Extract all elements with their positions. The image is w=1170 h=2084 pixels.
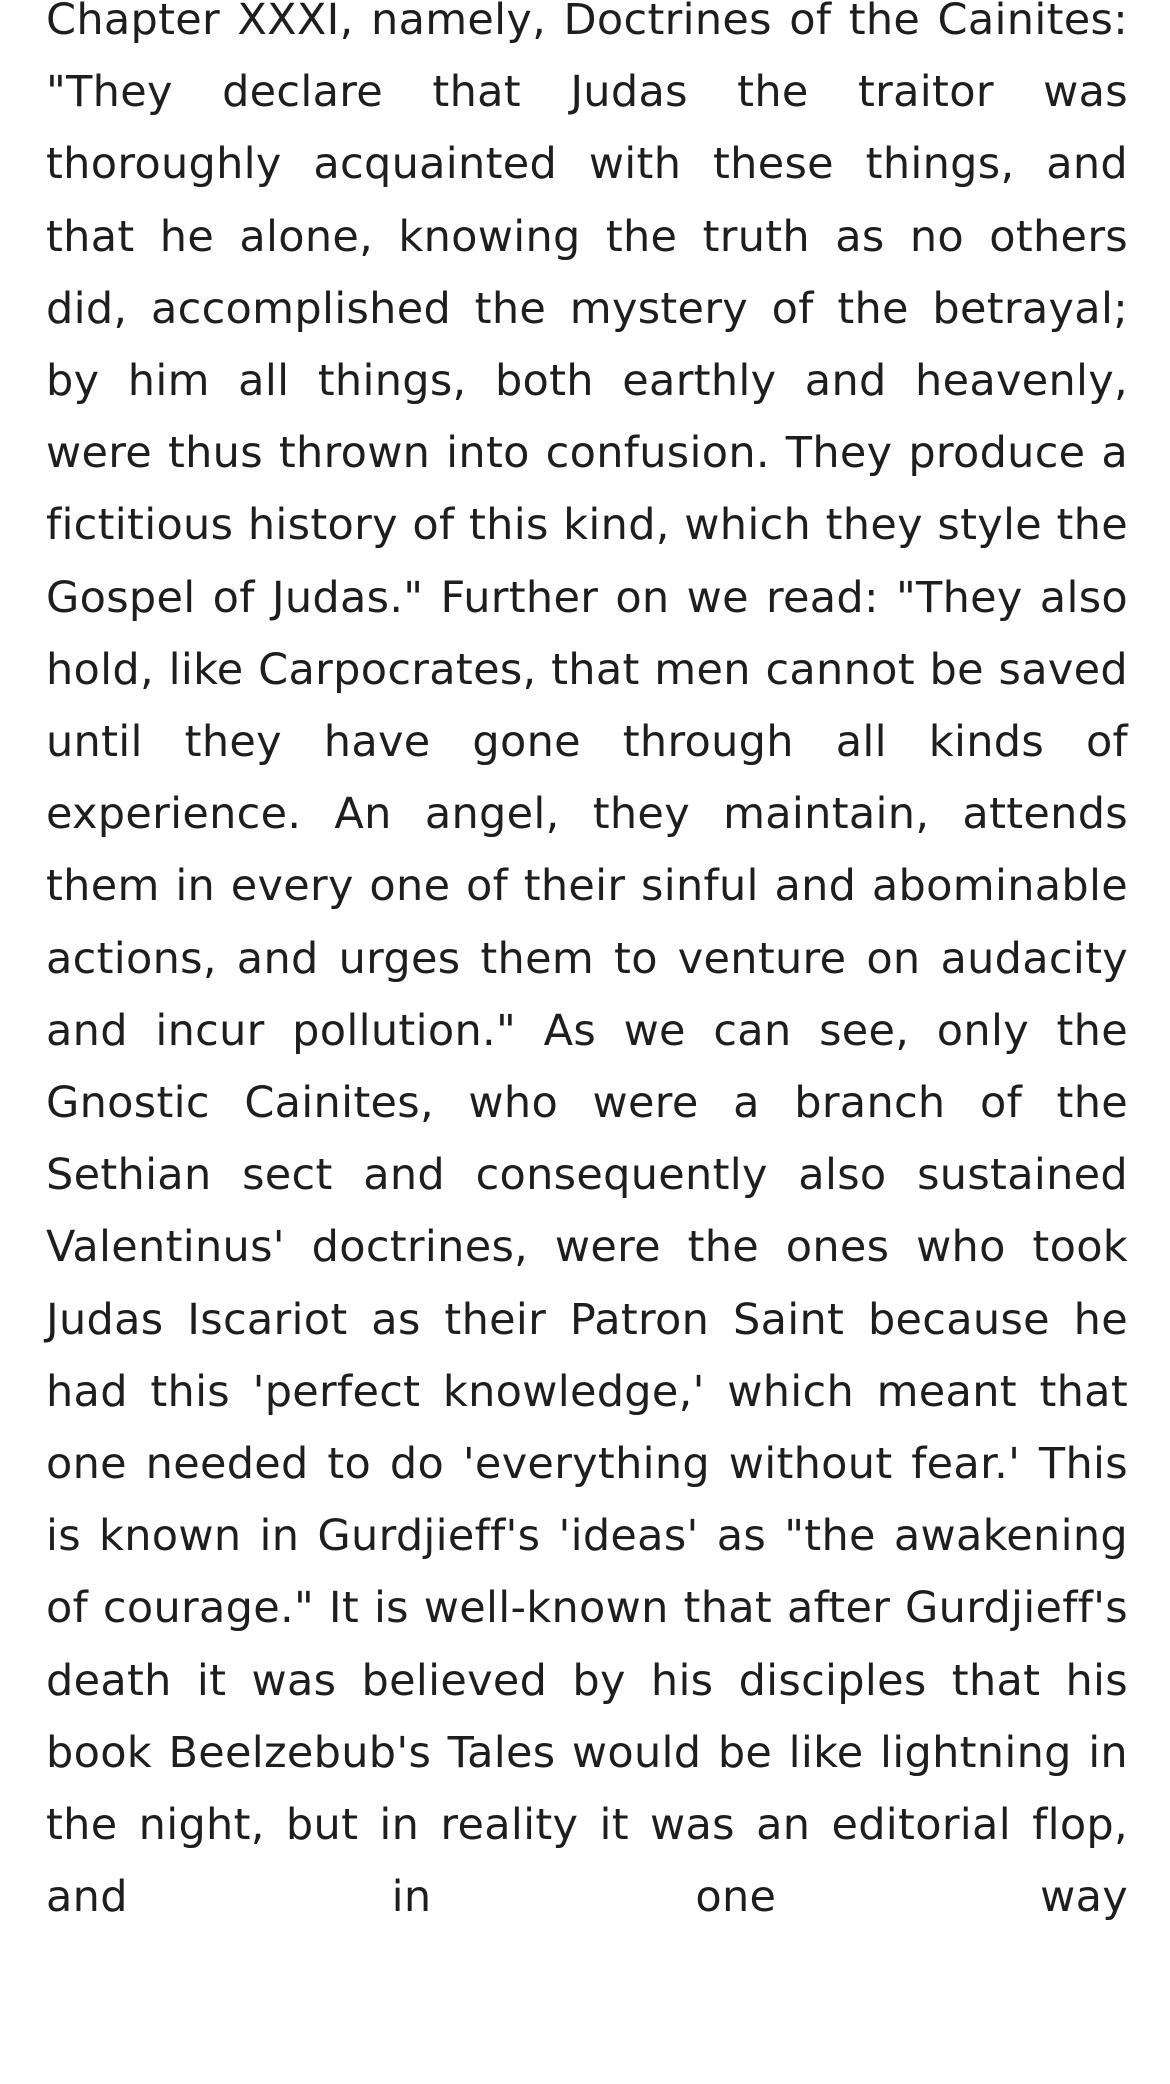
body-paragraph: Chapter XXXI, namely, Doctrines of the Cainites: "They declare that Judas the traitor was thoroughly acquainted with these things, and that he alone, knowing the truth as no others did, accomplished the mystery of the betrayal; by him all things, both earthly and heavenly, were thus thrown into confusion. They produce a fictitious history of this kind, which they style the Gospel of Judas." Further on we read: "They also hold, like Carpocrates, that men cannot be saved until they have gone through all kinds of experience. An angel, they maintain, attends them in every one of their sinful and abominable actions, and urges them to venture on audacity and incur pollution." As we can see, only the Gnostic Cainites, who were a branch of the Sethian sect and consequently also sustained Valentinus' doctrines, were the ones who took Judas Iscariot as their Patron Saint because he had this 'perfect knowledge,' which meant that one needed to do 'everything without fear.' This is known in Gurdjieff's 'ideas' as "the awakening of courage." It is well-known that after Gurdjieff's death it was believed by his disciples that his book Beelzebub's Tales would be like lightning in the night, but in reality it was an editorial flop, and in one way <box>46 0 1128 1923</box>
